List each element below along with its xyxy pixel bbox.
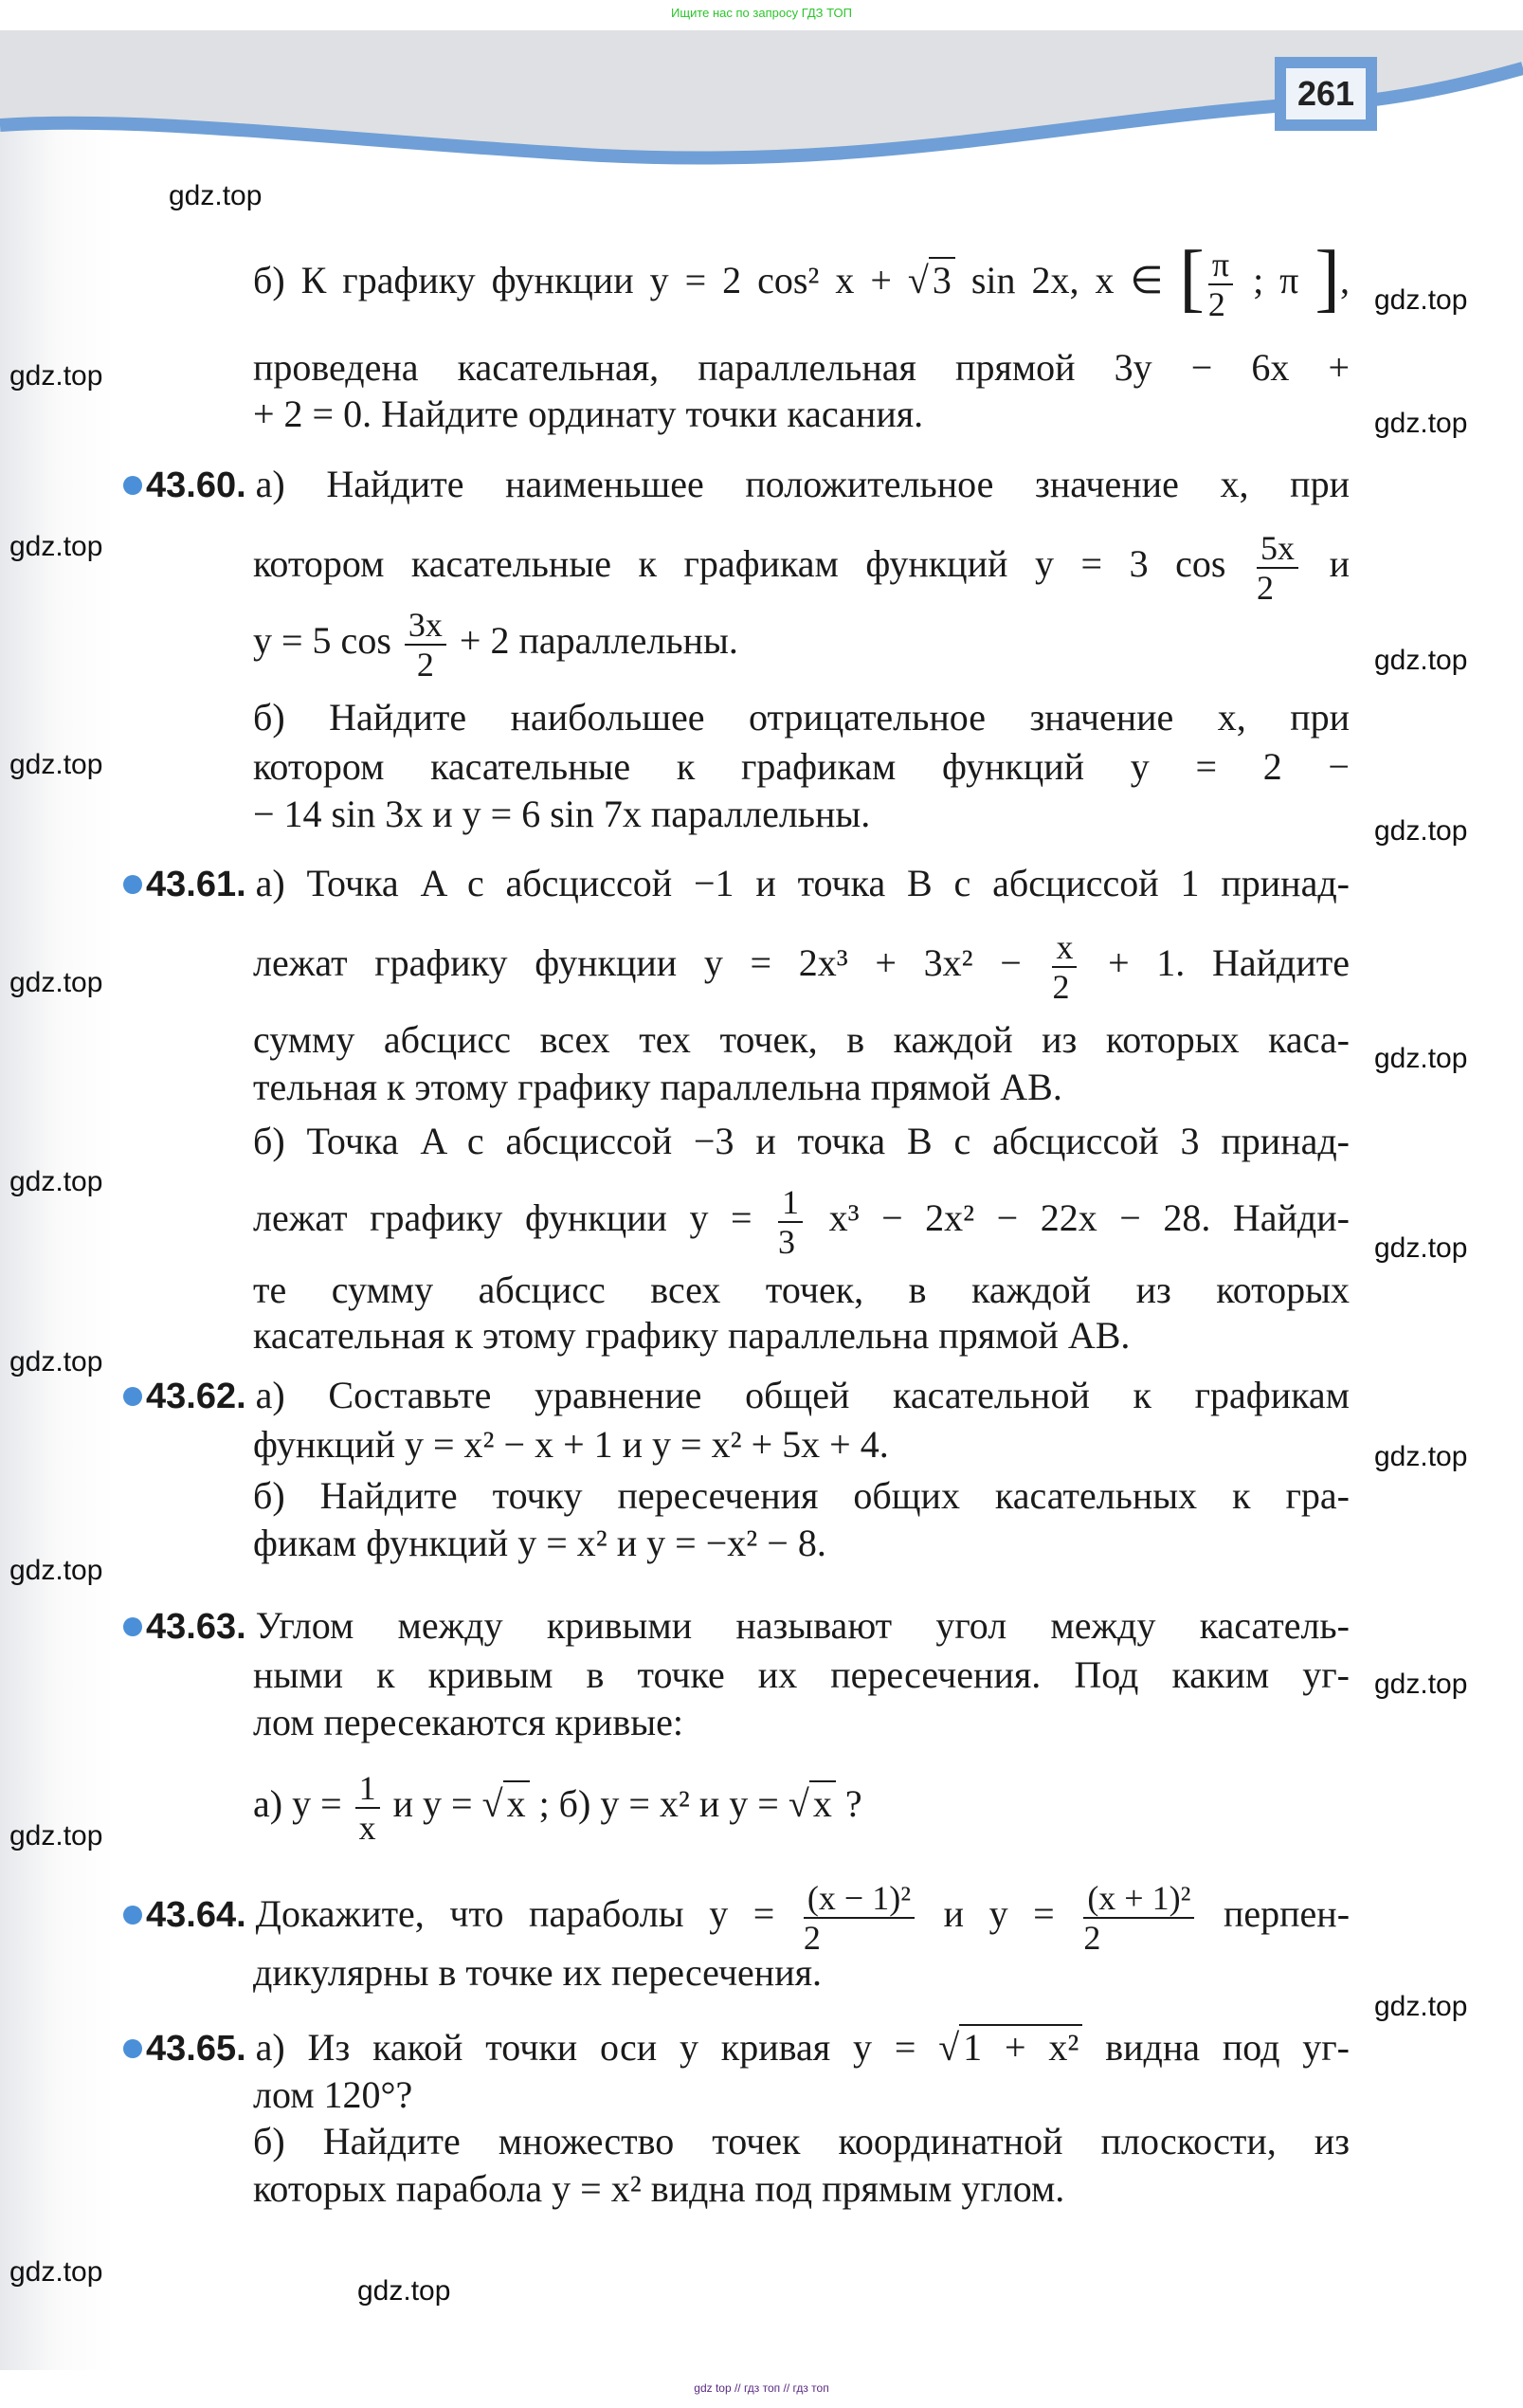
watermark-text: gdz.top — [9, 967, 103, 998]
text-run: 2 — [1257, 569, 1275, 607]
text-run: (x + 1)² — [1087, 1879, 1191, 1917]
top-watermark-note: Ищите нас по запросу ГДЗ ТОП — [671, 6, 852, 20]
text-run: перпен- — [1223, 1892, 1351, 1936]
bullet-icon — [123, 1387, 142, 1406]
fraction — [1052, 928, 1077, 1006]
text-run: проведена касательная, параллельная прямой 3y − 6x + — [253, 346, 1350, 389]
text-line — [253, 1119, 1350, 1164]
bracket: [ — [1179, 236, 1205, 320]
text-run: 1 + x² — [963, 2026, 1079, 2069]
text-run: 3x — [408, 606, 443, 644]
exercise-number: 43.63. — [146, 1607, 246, 1647]
exercise-number: 43.65. — [146, 2029, 246, 2069]
text-run: y = 5 cos — [253, 619, 391, 663]
text-run: те сумму абсцисс всех точек, в каждой из которых — [253, 1268, 1350, 1311]
text-run: а) Найдите наименьшее положительное значение x, при — [255, 463, 1350, 505]
text-run: + 2 = 0. Найдите ординату точки касания. — [253, 392, 924, 435]
square-root — [482, 1780, 530, 1825]
text-run: 5x — [1260, 529, 1296, 567]
text-run: Докажите, что параболы y = — [255, 1892, 800, 1936]
text-run: 2 — [803, 1919, 821, 1957]
text-line — [253, 345, 1350, 391]
text-run: касательная к этому графику параллельна прямой AB. — [253, 1314, 1131, 1357]
text-run: ; π — [1253, 259, 1299, 302]
text-line — [253, 1769, 1350, 1847]
text-run: лежат графику функции y = 2x³ + 3x² − — [253, 941, 1049, 985]
text-run: 1 — [782, 1183, 800, 1221]
bullet-icon — [123, 875, 142, 894]
text-line — [253, 1422, 1350, 1468]
bullet-icon — [123, 1906, 142, 1925]
text-line — [253, 792, 1350, 837]
page-number: 261 — [1275, 57, 1377, 131]
text-line — [253, 1700, 1350, 1745]
exercise-number: 43.60. — [146, 465, 246, 505]
text-line — [253, 1183, 1350, 1261]
text-line — [253, 928, 1350, 1006]
text-run: лом 120°? — [253, 2073, 413, 2116]
text-run: (x − 1)² — [807, 1879, 911, 1917]
watermark-text: gdz.top — [1374, 815, 1468, 847]
text-run: ? — [844, 1782, 862, 1826]
watermark-text: gdz.top — [9, 360, 103, 392]
text-line — [253, 695, 1350, 740]
text-run: лежат графику функции y = — [253, 1196, 775, 1240]
text-run: x³ − 2x² − 22x − 28. Найди- — [828, 1196, 1350, 1240]
exercise-heading-line — [123, 861, 1350, 906]
text-run: б) Точка A с абсциссой −3 и точка B с абсциссой 3 принад- — [253, 1120, 1350, 1162]
watermark-text: gdz.top — [9, 1555, 103, 1586]
text-run: а) Составьте уравнение общей касательной к графикам — [255, 1374, 1350, 1416]
fraction — [778, 1183, 803, 1261]
watermark-text: gdz.top — [357, 2275, 451, 2307]
bullet-icon — [123, 2039, 142, 2058]
watermark-text: gdz.top — [1374, 284, 1468, 316]
exercise-heading-line — [123, 1879, 1351, 1957]
watermark-text: gdz.top — [9, 1820, 103, 1852]
text-line — [253, 1268, 1350, 1313]
text-run: 2 — [416, 646, 434, 684]
bullet-icon — [123, 1617, 142, 1636]
text-run: б) К графику функции y = 2 cos² x + — [253, 259, 908, 302]
fraction — [804, 1879, 915, 1957]
text-run: а) Точка A с абсциссой −1 и точка B с абсциссой 1 принад- — [255, 862, 1350, 904]
exercise-number: 43.62. — [146, 1377, 246, 1416]
watermark-text: gdz.top — [1374, 1043, 1468, 1074]
text-run: 2 — [1083, 1919, 1101, 1957]
exercise-heading-line — [123, 1373, 1350, 1418]
exercise-heading-line — [123, 2025, 1350, 2071]
watermark-text: gdz.top — [9, 1346, 103, 1377]
text-run: x — [358, 1809, 376, 1847]
watermark-text: gdz.top — [1374, 408, 1468, 439]
text-run: + 1. Найдите — [1108, 941, 1350, 985]
text-line — [253, 2072, 1350, 2118]
text-run: 2 — [1052, 968, 1070, 1006]
text-run: π — [1211, 246, 1230, 283]
text-line — [253, 392, 1350, 437]
text-run: 3 — [932, 259, 952, 302]
bracket: ] — [1314, 236, 1341, 320]
bottom-watermark-note: gdz top // гдз топ // гдз топ — [694, 2381, 829, 2395]
text-run: которых парабола y = x² видна под прямым углом. — [253, 2167, 1065, 2210]
watermark-text: gdz.top — [1374, 1232, 1468, 1264]
fraction — [1208, 246, 1233, 323]
text-run: сумму абсцисс всех тех точек, в каждой из которых каса- — [253, 1018, 1350, 1061]
text-line — [253, 1017, 1350, 1063]
text-line — [253, 2119, 1350, 2164]
fraction — [355, 1769, 380, 1847]
text-line — [253, 1065, 1350, 1110]
exercise-heading-line — [123, 462, 1350, 507]
text-line — [253, 236, 1351, 323]
text-run: котором касательные к графикам функций y = 2 − — [253, 745, 1350, 788]
text-run: дикулярны в точке их пересечения. — [253, 1951, 823, 1994]
text-run: и y = — [943, 1892, 1080, 1936]
text-run: x — [506, 1782, 526, 1826]
text-line — [253, 744, 1350, 790]
text-run: и y = — [392, 1782, 482, 1826]
text-run: , — [1340, 259, 1351, 302]
text-run: 2 — [1207, 285, 1225, 323]
text-run: и — [1329, 542, 1351, 586]
watermark-text: gdz.top — [9, 531, 103, 562]
text-run: б) Найдите множество точек координатной плоскости, из — [253, 2120, 1350, 2162]
text-run: ; б) y = x² и y = — [538, 1782, 789, 1826]
text-run: лом пересекаются кривые: — [253, 1701, 683, 1743]
text-run: фикам функций y = x² и y = −x² − 8. — [253, 1522, 826, 1564]
text-run: 1 — [358, 1769, 376, 1807]
fraction — [405, 606, 446, 684]
square-root — [789, 1780, 836, 1825]
text-run: sin 2x, x ∈ — [970, 259, 1180, 302]
text-run: а) Из какой точки оси y кривая y = — [255, 2026, 939, 2069]
watermark-text: gdz.top — [9, 1166, 103, 1197]
fraction — [1257, 529, 1298, 607]
watermark-text: gdz.top — [9, 749, 103, 780]
square-root — [908, 257, 955, 301]
text-line — [253, 529, 1351, 607]
text-line — [253, 606, 1350, 684]
text-line — [253, 1521, 1350, 1566]
bullet-icon — [123, 476, 142, 495]
text-run: − 14 sin 3x и y = 6 sin 7x параллельны. — [253, 793, 871, 835]
text-run: видна под уг- — [1105, 2026, 1350, 2069]
text-run: котором касательные к графикам функций y = 3 cos — [253, 542, 1226, 586]
exercise-heading-line — [123, 1603, 1350, 1649]
exercise-number: 43.61. — [146, 865, 246, 904]
text-line — [253, 2166, 1350, 2212]
text-line — [253, 1950, 1350, 1996]
text-run: + 2 параллельны. — [459, 619, 738, 663]
text-run: б) Найдите наибольшее отрицательное значение x, при — [253, 696, 1350, 739]
text-run: x — [812, 1782, 832, 1826]
exercise-number: 43.64. — [146, 1895, 246, 1936]
square-root — [938, 2024, 1082, 2069]
fraction — [1083, 1879, 1194, 1957]
text-run: Углом между кривыми называют угол между касатель- — [255, 1604, 1350, 1647]
text-run: тельная к этому графику параллельна прямой AB. — [253, 1066, 1062, 1108]
text-run: ными к кривым в точке их пересечения. Под каким уг- — [253, 1653, 1350, 1696]
watermark-text: gdz.top — [1374, 1991, 1468, 2022]
text-line — [253, 1473, 1350, 1519]
text-run: а) y = — [253, 1782, 352, 1826]
text-run: функций y = x² − x + 1 и y = x² + 5x + 4. — [253, 1423, 889, 1466]
text-line — [253, 1652, 1350, 1698]
watermark-text: gdz.top — [169, 180, 263, 211]
watermark-text: gdz.top — [1374, 1669, 1468, 1700]
watermark-text: gdz.top — [9, 2256, 103, 2288]
watermark-text: gdz.top — [1374, 645, 1468, 676]
text-run: б) Найдите точку пересечения общих касательных к гра- — [253, 1474, 1350, 1517]
watermark-text: gdz.top — [1374, 1441, 1468, 1472]
text-line — [253, 1313, 1350, 1359]
text-run: 3 — [778, 1223, 796, 1261]
text-run: x — [1056, 928, 1074, 966]
